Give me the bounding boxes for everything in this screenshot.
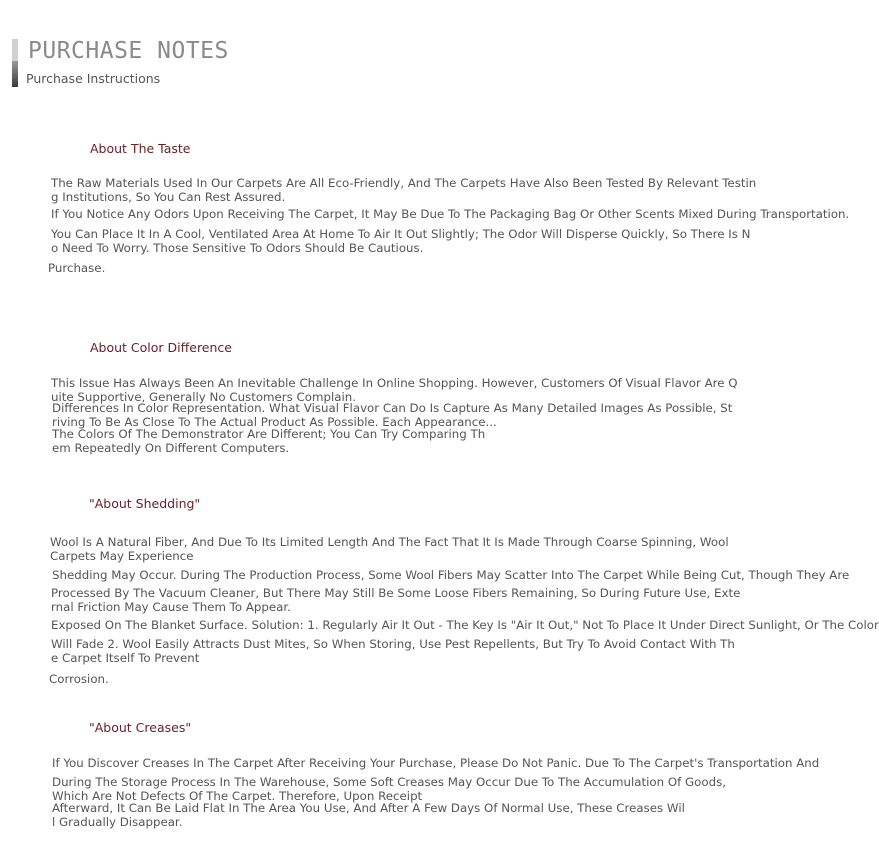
text-line: l Gradually Disappear. bbox=[52, 815, 183, 829]
text-line: em Repeatedly On Different Computers. bbox=[52, 441, 290, 455]
text-line: Which Are Not Defects Of The Carpet. Therefore, Upon Receipt bbox=[52, 789, 423, 803]
text-line: Wool Is A Natural Fiber, And Due To Its Limited Length And The Fact That It Is Made Through Coarse Spinning, Wool bbox=[50, 535, 729, 549]
taste-paragraph-4: Purchase. bbox=[48, 261, 106, 275]
text-line: You Can Place It In A Cool, Ventilated Area At Home To Air It Out Slightly; The Odor Will Disperse Quickly, So There Is N bbox=[51, 227, 751, 241]
text-line: g Institutions, So You Can Rest Assured. bbox=[51, 190, 286, 204]
text-line: Afterward, It Can Be Laid Flat In The Area You Use, And After A Few Days Of Normal Use, These Creases Wil bbox=[52, 801, 685, 815]
text-line: rnal Friction May Cause Them To Appear. bbox=[51, 600, 291, 614]
shedding-paragraph-4: Exposed On The Blanket Surface. Solution: 1. Regularly Air It Out - The Key Is "Air It Out," Not To Place It Under Direct Sunlight, Or The Color bbox=[51, 618, 879, 632]
creases-paragraph-1: If You Discover Creases In The Carpet After Receiving Your Purchase, Please Do Not Panic. Due To The Carpet's Transportation And bbox=[52, 756, 820, 770]
title-accent-bar-dark bbox=[12, 61, 18, 87]
page-title: PURCHASE NOTES bbox=[28, 38, 229, 64]
text-line: riving To Be As Close To The Actual Product As Possible. Each Appearance... bbox=[52, 415, 497, 429]
taste-paragraph-3 bbox=[51, 227, 750, 255]
section-heading-shedding: "About Shedding" bbox=[89, 496, 201, 511]
creases-paragraph-3 bbox=[52, 801, 685, 829]
title-accent-bar-light bbox=[12, 39, 18, 61]
taste-paragraph-2: If You Notice Any Odors Upon Receiving The Carpet, It May Be Due To The Packaging Bag Or Other Scents Mixed During Transportation. bbox=[51, 207, 850, 221]
text-line: Processed By The Vacuum Cleaner, But There May Still Be Some Loose Fibers Remaining, So During Future Use, Exte bbox=[51, 586, 741, 600]
text-line: o Need To Worry. Those Sensitive To Odors Should Be Cautious. bbox=[51, 241, 424, 255]
text-line: Will Fade 2. Wool Easily Attracts Dust Mites, So When Storing, Use Pest Repellents, But Try To Avoid Contact With Th bbox=[51, 637, 735, 651]
text-line: During The Storage Process In The Warehouse, Some Soft Creases May Occur Due To The Accumulation Of Goods, bbox=[52, 775, 726, 789]
section-heading-color: About Color Difference bbox=[90, 340, 232, 355]
text-line: Carpets May Experience bbox=[50, 549, 194, 563]
shedding-paragraph-2: Shedding May Occur. During The Production Process, Some Wool Fibers May Scatter Into The Carpet While Being Cut, Though They Are bbox=[52, 568, 850, 582]
shedding-paragraph-3 bbox=[51, 586, 740, 614]
shedding-paragraph-1 bbox=[50, 535, 729, 563]
text-line: e Carpet Itself To Prevent bbox=[51, 651, 200, 665]
text-line: The Colors Of The Demonstrator Are Different; You Can Try Comparing Th bbox=[52, 427, 486, 441]
text-line: uite Supportive, Generally No Customers Complain. bbox=[51, 390, 356, 404]
shedding-paragraph-6: Corrosion. bbox=[49, 672, 109, 686]
color-paragraph-1 bbox=[51, 376, 738, 404]
section-heading-taste: About The Taste bbox=[90, 141, 191, 156]
color-paragraph-2 bbox=[52, 401, 732, 429]
shedding-paragraph-5 bbox=[51, 637, 735, 665]
text-line: This Issue Has Always Been An Inevitable Challenge In Online Shopping. However, Customers Of Visual Flavor Are Q bbox=[51, 376, 738, 390]
text-line: Differences In Color Representation. What Visual Flavor Can Do Is Capture As Many Detailed Images As Possible, St bbox=[52, 401, 733, 415]
taste-paragraph-1 bbox=[51, 176, 756, 204]
text-line: The Raw Materials Used In Our Carpets Are All Eco-Friendly, And The Carpets Have Also Been Tested By Relevant Testin bbox=[51, 176, 757, 190]
page-subtitle: Purchase Instructions bbox=[26, 71, 161, 86]
color-paragraph-3 bbox=[52, 427, 485, 455]
section-heading-creases: "About Creases" bbox=[89, 720, 192, 735]
creases-paragraph-2 bbox=[52, 775, 726, 803]
